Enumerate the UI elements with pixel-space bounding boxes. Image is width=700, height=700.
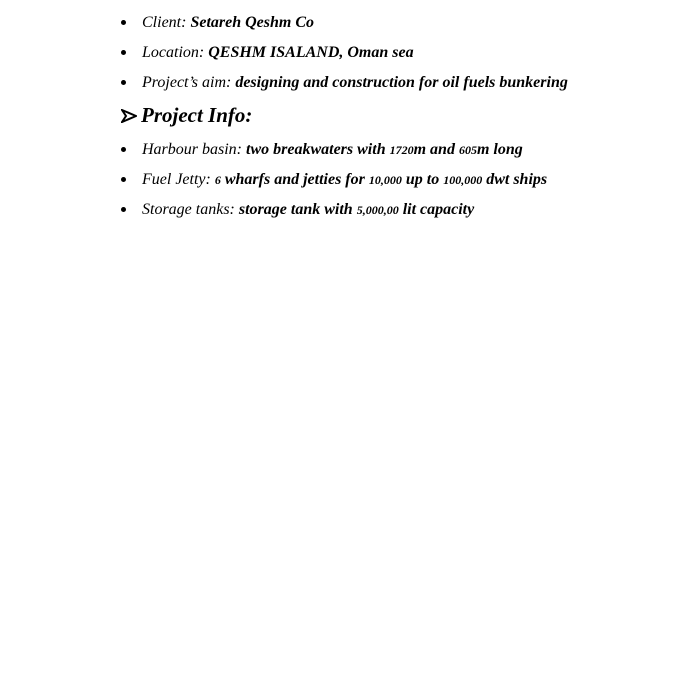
- harbour-value: [246, 141, 523, 158]
- jetty-label: Fuel Jetty:: [142, 171, 211, 188]
- jetty-num-1: 6: [214, 173, 221, 187]
- project-info-list: [121, 139, 547, 229]
- client-label: Client:: [142, 14, 187, 31]
- bullet-icon: [121, 50, 126, 55]
- jetty-text-3: dwt ships: [486, 171, 548, 188]
- bullet-icon: [121, 147, 126, 152]
- jetty-num-3: 100,000: [443, 173, 483, 187]
- jetty-text-2: up to: [405, 171, 440, 188]
- harbour-text-3: m long: [476, 141, 523, 158]
- storage-num-1: 5,000,00: [356, 203, 399, 217]
- list-item-jetty: [121, 169, 547, 199]
- harbour-text-2: m and: [413, 141, 455, 158]
- aim-value: designing and construction for oil fuels bunkering: [235, 74, 568, 91]
- list-item-client: [121, 12, 568, 42]
- harbour-num-2: 605: [458, 143, 477, 157]
- bullet-icon: [121, 207, 126, 212]
- bullet-icon: [121, 20, 126, 25]
- harbour-text-1: two breakwaters with: [246, 141, 386, 158]
- list-item-storage: [121, 199, 547, 229]
- bullet-icon: [121, 80, 126, 85]
- harbour-label: Harbour basin:: [142, 141, 243, 158]
- project-details-list: [121, 12, 568, 102]
- aim-label: Project’s aim:: [142, 74, 232, 91]
- list-item-harbour: [121, 139, 547, 169]
- jetty-text-1: wharfs and jetties for: [224, 171, 365, 188]
- storage-label: Storage tanks:: [142, 201, 235, 218]
- client-value: Setareh Qeshm Co: [190, 14, 315, 31]
- bullet-icon: [121, 177, 126, 182]
- list-item-aim: [121, 72, 568, 102]
- jetty-value: [215, 171, 547, 188]
- harbour-num-1: 1720: [389, 143, 414, 157]
- storage-text-2: lit capacity: [402, 201, 475, 218]
- location-value: QESHM ISALAND, Oman sea: [208, 44, 414, 61]
- arrowhead-bullet-icon: [121, 109, 137, 123]
- location-label: Location:: [142, 44, 205, 61]
- list-item-location: [121, 42, 568, 72]
- storage-text-1: storage tank with: [238, 201, 353, 218]
- project-info-heading: [121, 100, 252, 130]
- jetty-num-2: 10,000: [368, 173, 402, 187]
- heading-text: Project Info:: [141, 103, 253, 127]
- storage-value: [239, 201, 474, 218]
